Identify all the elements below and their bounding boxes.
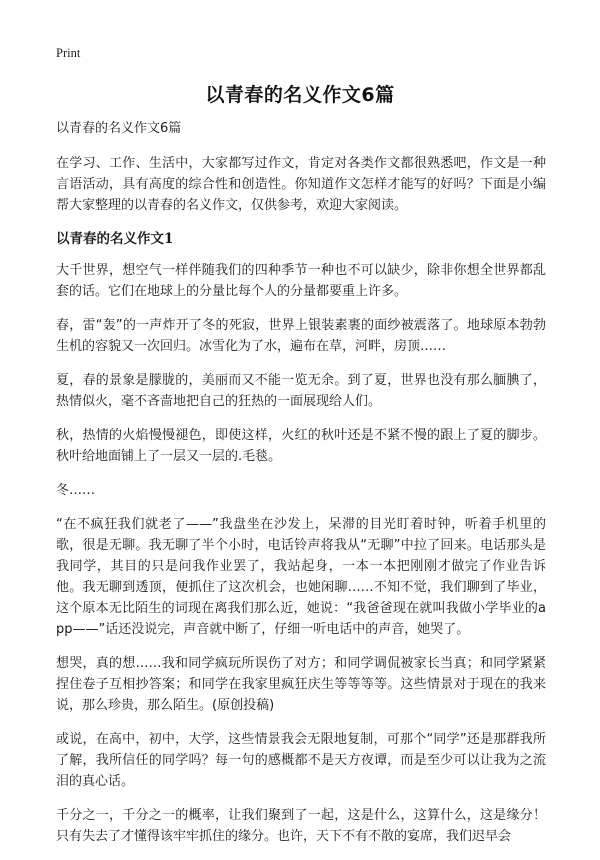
paragraph: 冬…… xyxy=(56,483,96,498)
paragraph: 想哭，真的想……我和同学疯玩所误伤了对方；和同学调侃被家长当真；和同学紧紧捏住卷子互相抄答案；和同学在我家里疯狂庆生等等等等。这些情景对于现在的我来说，那么珍贵，那么陌生。(原创投稿) xyxy=(56,656,546,713)
paragraph: “在不疯狂我们就老了——”我盘坐在沙发上，呆滞的目光盯着时钟，听着手机里的歌，很是无聊。我无聊了半个小时，电话铃声将我从“无聊”中拉了回来。电话那头是我同学，其目的只是问我作业罢了，我站起身，一本一本把刚刚才做完了作业告诉他。我无聊到透顶，便抓住了这次机会，也她闲聊……不知不觉，我们聊到了毕业，这个原本无比陌生的词现在离我们那么近，她说：“我爸爸现在就叫我做小学毕业的app——”话还没说完，声音就中断了，仔细一听电话中的声音，她哭了。 xyxy=(56,517,546,637)
article-body xyxy=(56,118,546,860)
paragraph: 夏，春的景象是朦胧的，美丽而又不能一览无余。到了夏，世界也没有那么腼腆了，热情似火，毫不吝啬地把自己的狂热的一面展现给人们。 xyxy=(56,373,546,409)
article-subtitle: 以青春的名义作文6篇 xyxy=(56,121,182,136)
paragraph: 秋，热情的火焰慢慢褪色，即使这样，火红的秋叶还是不紧不慢的跟上了夏的脚步。秋叶给地面铺上了一层又一层的.毛毯。 xyxy=(56,428,546,464)
section-heading: 以青春的名义作文1 xyxy=(56,231,174,247)
print-link[interactable]: Print xyxy=(56,46,81,60)
page-title: 以青春的名义作文6篇 xyxy=(205,84,395,106)
paragraph: 大千世界，想空气一样伴随我们的四种季节一种也不可以缺少，除非你想全世界都乱套的话。它们在地球上的分量比每个人的分量都要重上许多。 xyxy=(56,263,546,299)
intro-paragraph: 在学习、工作、生活中，大家都写过作文，肯定对各类作文都很熟悉吧，作文是一种言语活动，具有高度的综合性和创造性。你知道作文怎样才能写的好吗？下面是小编帮大家整理的以青春的名义作文，仅供参考，欢迎大家阅读。 xyxy=(56,156,546,213)
paragraph: 春，雷“轰”的一声炸开了冬的死寂，世界上银装素裹的面纱被震落了。地球原本勃勃生机的容貌又一次回归。冰雪化为了水，遍布在草，河畔，房顶…… xyxy=(56,318,546,354)
paragraph: 千分之一，千分之一的概率，让我们聚到了一起，这是什么，这算什么，这是缘分！只有失去了才懂得该牢牢抓住的缘分。也许，天下不有不散的宴席，我们迟早会 xyxy=(56,808,546,844)
paragraph: 或说，在高中，初中，大学，这些情景我会无限地复制，可那个“同学”还是那群我所了解，我所信任的同学吗？每一句的感概都不是天方夜谭，而是至少可以让我为之流泪的真心话。 xyxy=(56,732,546,789)
